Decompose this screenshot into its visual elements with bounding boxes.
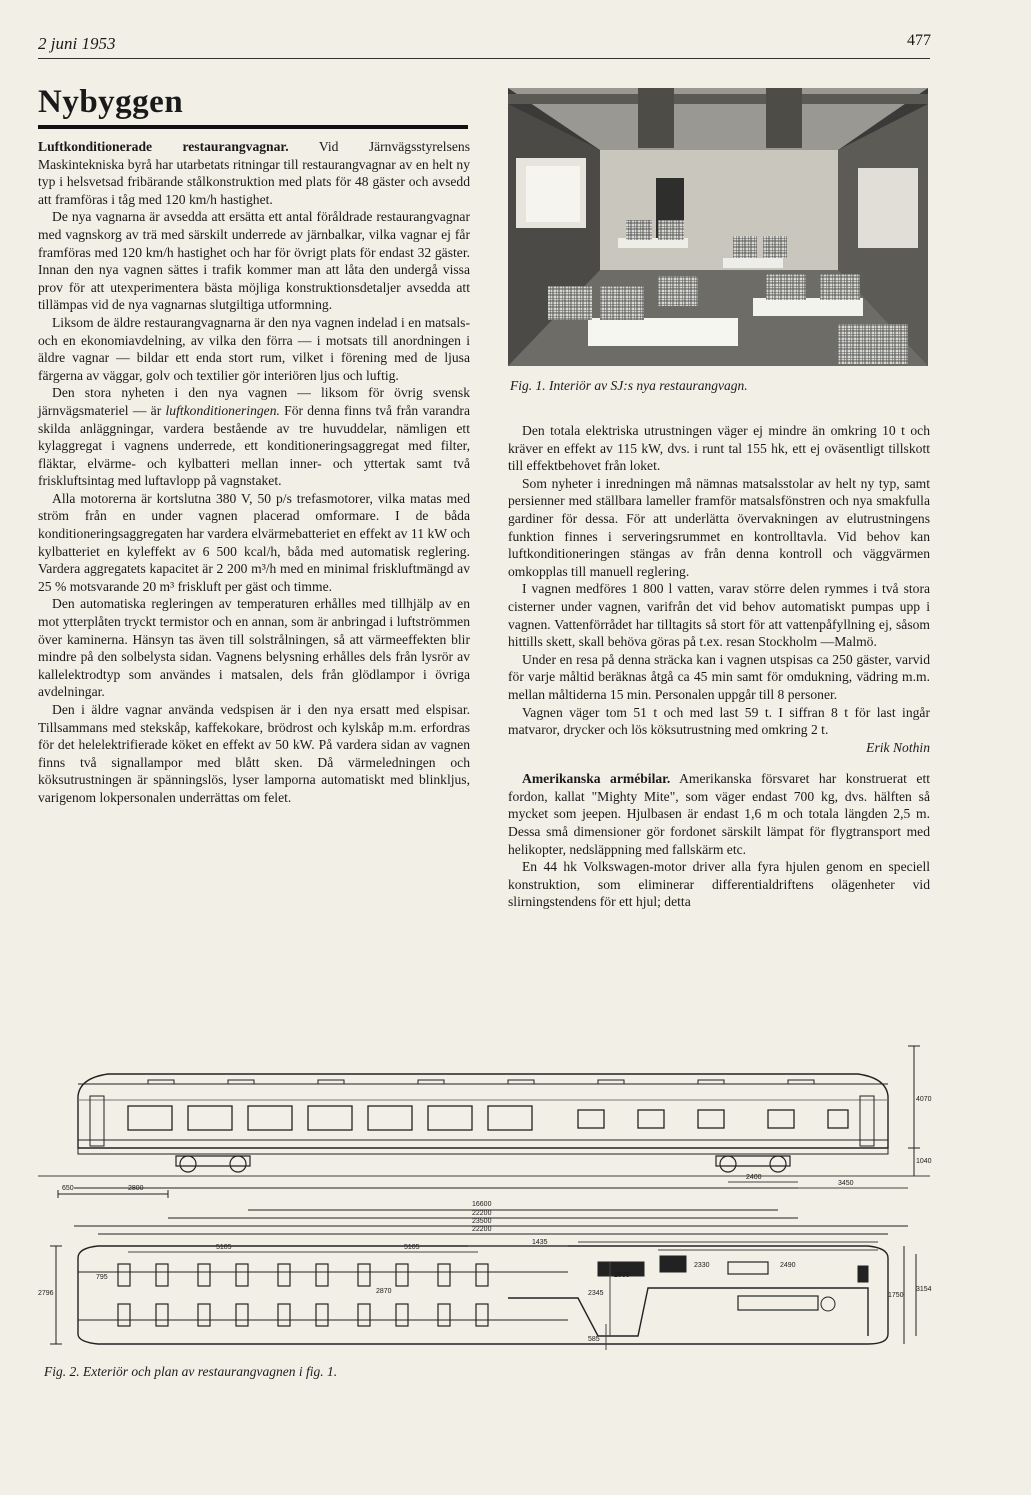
dimension-label: 2345	[588, 1290, 604, 1297]
dimension-label: 585	[588, 1336, 600, 1343]
dimension-label: 2330	[694, 1262, 710, 1269]
dimension-label: 2870	[376, 1288, 392, 1295]
dimension-label: 2800	[128, 1185, 144, 1192]
paragraph-text: Vid Järnvägsstyrelsens Maskintekniska byrå har utarbetats ritningar till restaurangvagnar av en helt ny typ i helsvetsad fribärande stålkonstruktion med plats för 48 gäster och avsedd att framföras i tåg med 120 km/h hastighet.	[38, 139, 470, 207]
interior-photo	[508, 88, 928, 366]
dimension-label: 2935	[614, 1272, 630, 1279]
dimension-label: 2796	[38, 1290, 54, 1297]
dimension-label: 22200	[472, 1210, 492, 1217]
paragraph: Liksom de äldre restaurangvagnarna är den nya vagnen indelad i en matsals- och en ekonomiavdelning, av vilka den förra — i motsats till anordningen i äldre vagnar — bildar ett enda stort rum, vilket i förening med de ljusa färgerna av väggar, golv och textilier gör interiören ljus och luftig.	[38, 314, 470, 383]
paragraph	[38, 138, 470, 208]
paragraph	[38, 384, 470, 490]
paragraph: Under en resa på denna sträcka kan i vagnen utspisas ca 250 gäster, varvid för varje måltid beräknas åtgå ca 45 min samt för omdukning, vädring m.m. mellan måltiderna 15 min. Personalen uppgår till 8 personer.	[508, 651, 930, 702]
page-number: 477	[907, 32, 931, 49]
dimension-label: 16600	[472, 1201, 492, 1208]
paragraph	[508, 770, 930, 858]
paragraph: Som nyheter i inredningen må nämnas matsalsstolar av helt ny typ, samt persienner med ställbara lameller framför matsalsfönstren och nya smakfulla gardiner för dessa. För att underlätta övervakningen av elutrustningens funktion finnes i serveringsrummet en kontrolltavla. Vid behov kan luftkonditioneringen stängas av från denna kontroll och väggvärmen omkopplas till manuell reglering.	[508, 475, 930, 579]
paragraph: Den i äldre vagnar använda vedspisen är i den nya ersatt med elspisar. Tillsammans med stekskåp, kaffekokare, brödrost och kylskåp m.m. erfordras för det helelektrifierade köket en effekt av 50 kW. På vardera sidan av vagnen finns två signallampor med blått sken. Då värmeledningen och köksutrustningen är spänningslös, lyser lamporna automatiskt med blinkljus, varigenom lokpersonalen underrättas om felet.	[38, 702, 470, 805]
dimension-label: 2400	[746, 1174, 762, 1181]
right-column	[508, 422, 930, 911]
interior-photo-drawing	[508, 88, 928, 366]
paragraph: De nya vagnarna är avsedda att ersätta ett antal föråldrade restaurangvagnar med vagnskorg av trä med särskilt underrede av järnbalkar, vilka vagnar ej får framföras med 120 km/h hastighet och har för övrigt plats för endast 32 gäster. Innan den nya vagnen sättes i trafik kommer man att låta den undergå vissa prov för att utexperimentera bästa möjliga konstruktionsdetaljer avsedda att tillämpas vid de nya vagnarnas slutgiltiga utformning.	[38, 209, 470, 313]
page-date: 2 juni 1953	[38, 34, 116, 53]
figure-2-caption: Fig. 2. Exteriör och plan av restaurangvagnen i fig. 1.	[44, 1364, 338, 1379]
dimension-label: 3450	[838, 1180, 854, 1187]
dimension-label: 5105	[216, 1244, 232, 1251]
paragraph-text: För denna finns två från varandra skilda anläggningar, vardera bestående av tre huvuddelar, nämligen ett kylaggregat i vagnens underrede, ett konditioneringsaggregat med filter, fläktar, elvärme- och kylbatteri mellan inner- och yttertak samt två friskluftsintag med luftavlopp på vagnstaket.	[38, 402, 470, 489]
paragraph-text: Amerikanska försvaret har konstruerat ett fordon, kallat "Mighty Mite", som väger endast 700 kg, dvs. hälften så mycket som jeepen. Hjulbasen är endast 1,6 m och totala längden 2,5 m. Dessa små dimensioner gör fordonet särskilt lämpat för flygtransport med helikopter, nedsläppning med fallskärm etc.	[508, 771, 931, 857]
figure-1-caption: Fig. 1. Interiör av SJ:s nya restaurangvagn.	[510, 378, 748, 393]
left-column	[38, 138, 470, 807]
article-lead: Luftkonditionerade restaurangvagnar.	[38, 139, 289, 154]
paragraph: En 44 hk Volkswagen-motor driver alla fyra hjulen genom en speciell konstruktion, som eliminerar differentialdriftens olägenheter vid slirningstendens för ett hjul; detta	[508, 859, 930, 910]
dimension-label: 650	[62, 1185, 74, 1192]
paragraph: Den automatiska regleringen av temperaturen erhålles med tillhjälp av en mot ytterplåten tryckt termistor och en annan, som är anbringad i luftströmmen över kaminerna. Hänsyn tas även till solstrålningen, så att värmeeffekten blir mindre på den solbelysta sidan. Vagnens belysning erhålles dels från lysrör av kallelektrodtyp som användes i matsalen, dels från glödlampor i övriga avdelningar.	[38, 596, 470, 700]
paragraph: Den totala elektriska utrustningen väger ej mindre än omkring 10 t och kräver en effekt av 115 kW, dvs. i runt tal 155 hk, ett ej oväsentligt tillskott till effektbehovet från loket.	[508, 423, 930, 474]
article-lead: Amerikanska armébilar.	[522, 771, 671, 787]
dimension-label: 2490	[780, 1262, 796, 1269]
paragraph-text: Den stora nyheten i den nya vagnen — liksom för övrig svensk järnvägsmateriel — är	[38, 385, 470, 418]
section-title: Nybyggen	[38, 84, 184, 120]
dimension-label: 4070	[916, 1096, 932, 1103]
dimension-label: 1435	[532, 1239, 548, 1246]
emphasis: luftkonditioneringen.	[165, 402, 280, 418]
paragraph: Alla motorerna är kortslutna 380 V, 50 p/s trefasmotorer, vilka matas med ström från en under vagnen placerad omformare. I de båda konditioneringsaggregaten har vardera elvärmebatteriet en effekt av 11 kW och kylbatteriet en kyleffekt av 6 500 kcal/h, båda med automatisk reglering. Vardera aggregatets kapacitet är 2 200 m³/h med en minimal friskluftmängd av 25 % motsvarande 20 m³ friskluft per gäst och timme.	[38, 490, 470, 594]
paragraph: Vagnen väger tom 51 t och med last 59 t. I siffran 8 t för last ingår matvaror, drycker och lös köksutrustning med omkring 2 t.	[508, 704, 930, 738]
railcar-drawing-svg	[38, 1036, 930, 1354]
railcar-drawing	[38, 1036, 930, 1354]
header-rule	[38, 58, 930, 59]
dimension-label: 22200	[472, 1226, 492, 1233]
dimension-label: 5105	[404, 1244, 420, 1251]
dimension-label: 1750	[888, 1292, 904, 1299]
author-signature: Erik Nothin	[866, 739, 930, 755]
dimension-label: 1040	[916, 1158, 932, 1165]
dimension-label: 3154	[916, 1286, 932, 1293]
paragraph: I vagnen medföres 1 800 l vatten, varav större delen rymmes i två stora cisterner under vagnen, varifrån det vid behov automatiskt pumpas upp i vagnen. Vattenförrådet har tilltagits så stort för att vattenpåfyllning ej, såsom hittills skett, skall behöva göras på t.ex. resan Stockholm —Malmö.	[508, 581, 930, 650]
title-rule	[38, 125, 468, 129]
dimension-label: 23500	[472, 1218, 492, 1225]
dimension-label: 795	[96, 1274, 108, 1281]
